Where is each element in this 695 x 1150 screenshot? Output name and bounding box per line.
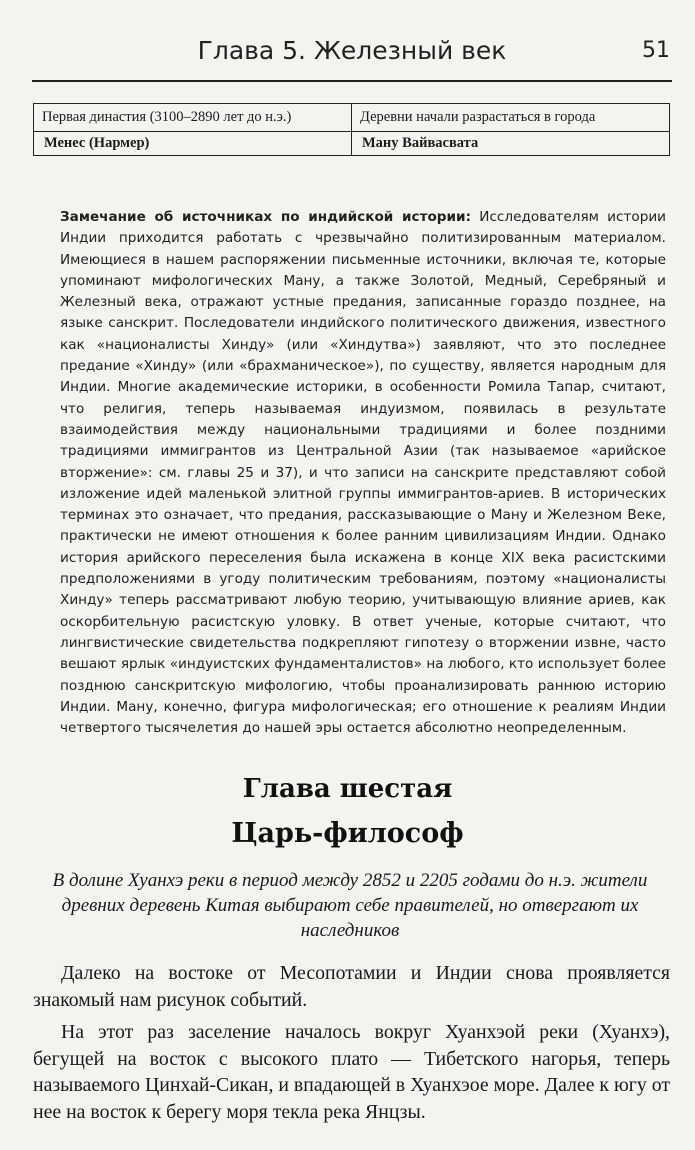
table-cell: Менес (Нармер) [34, 132, 352, 156]
paragraph: Далеко на востоке от Месопотамии и Индии снова проявляется знакомый нам рисунок событий. [33, 962, 670, 1011]
chapter-title: Царь-философ [231, 818, 464, 849]
table-cell: Первая династия (3100–2890 лет до н.э.) [34, 104, 352, 132]
page-number: 51 [642, 38, 670, 63]
note-text: Исследователям истории Индии приходится работать с чрезвычайно политизированным материалом. Имеющиеся в нашем распоряжении письменные источники, включая те, которые упоминают мифологических Ману, а также Золотой, Медный, Серебряный и Железный века, отражают устные предания, записанные гораздо позднее, на языке санскрит. Последователи индийского политического движения, известного как «националисты Хинду» (или «Хиндутва») заявляют, что это последнее предание «Хинду» (или «брахманическое»), по существу, является народным для Индии. Многие академические историки, в особенности Ромила Тапар, считают, что религия, теперь называемая индуизмом, появилась в результате взаимодействия между национальными традициями и более поздними традициями иммигрантов из Центральной Азии (так называемое «арийское вторжение»: см. главы 25 и 37), и что записи на санскрите представляют собой изложение идей маленькой элитной группы иммигрантов-ариев. В исторических терминах это означает, что предания, рассказывающие о Ману и Железном Веке, практически не имеют отношения к более ранним цивилизациям Индии. Однако история арийского переселения была искажена в конце XIX века расистскими предположениями в угоду политическим требованиям, поэтому «националисты Хинду» теперь рассматривают любую теорию, учитывающую влияние ариев, как оскорбительную расистскую уловку. В ответ ученые, которые считают, что лингвистические свидетельства подкрепляют гипотезу о вторжении извне, часто вешают ярлык «индуистских фундаменталистов» на любого, кто использует более позднюю санскритскую мифологию, чтобы проанализировать раннюю историю Индии. Ману, конечно, фигура мифологическая; его отношение к реалиям Индии четвертого тысячелетия до нашей эры остается абсолютно неопределенным. [60, 209, 667, 737]
paragraph: На этот раз заселение началось вокруг Хуанхэой реки (Хуанхэ), бегущей на восток с высокого плато — Тибетского нагорья, теперь называемого Цинхай-Сикан, и впадающей в Хуанхэое море. Далее к югу от нее на восток к берегу моря текла река Янцзы. [33, 1021, 670, 1123]
running-head: Глава 5. Железный век [197, 36, 507, 65]
note-lead: Замечание об источниках по индийской истории: [60, 209, 472, 225]
table-row [34, 132, 670, 156]
chapter-label: Глава шестая [242, 774, 453, 804]
table-row [34, 104, 670, 132]
chapter-epigraph: В долине Хуанхэ реки в период между 2852 и 2205 годами до н.э. жители древних деревень Китая выбирают себе правителей, но отвергают их наследников [52, 870, 648, 941]
source-note [60, 207, 666, 739]
table-cell: Ману Вайвасвата [352, 132, 670, 156]
page-header [32, 30, 672, 82]
timeline-table [33, 103, 670, 156]
body-text [33, 960, 670, 1131]
table-cell: Деревни начали разрастаться в города [352, 104, 670, 132]
